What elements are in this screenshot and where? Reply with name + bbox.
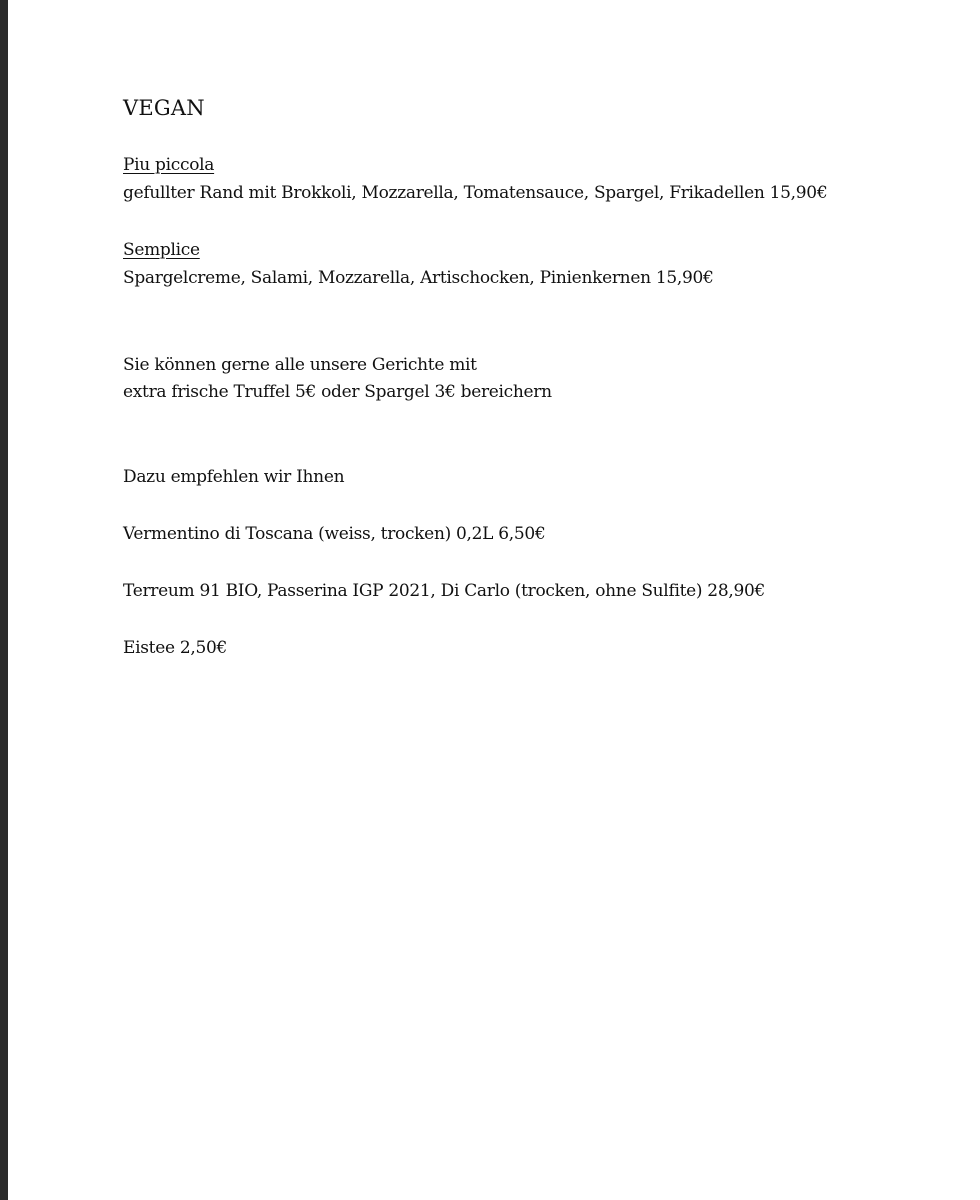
extras-note-line-1: Sie können gerne alle unsere Gerichte mit [123, 355, 477, 375]
menu-page [8, 0, 980, 1200]
dish-description-piu-piccola: gefullter Rand mit Brokkoli, Mozzarella, Tomatensauce, Spargel, Frikadellen 15,90€ [123, 183, 828, 203]
recommendation-terreum: Terreum 91 BIO, Passerina IGP 2021, Di Carlo (trocken, ohne Sulfite) 28,90€ [123, 581, 765, 601]
viewer-left-edge [0, 0, 8, 1200]
recommendation-intro: Dazu empfehlen wir Ihnen [123, 467, 345, 487]
dish-description-semplice: Spargelcreme, Salami, Mozzarella, Artischocken, Pinienkernen 15,90€ [123, 268, 714, 288]
dish-name-piu-piccola: Piu piccola [123, 155, 215, 175]
section-title: VEGAN [123, 96, 205, 120]
recommendation-vermentino: Vermentino di Toscana (weiss, trocken) 0,2L 6,50€ [123, 524, 546, 544]
dish-name-semplice: Semplice [123, 240, 200, 260]
recommendation-eistee: Eistee 2,50€ [123, 638, 227, 658]
extras-note-line-2: extra frische Truffel 5€ oder Spargel 3€ bereichern [123, 382, 552, 402]
